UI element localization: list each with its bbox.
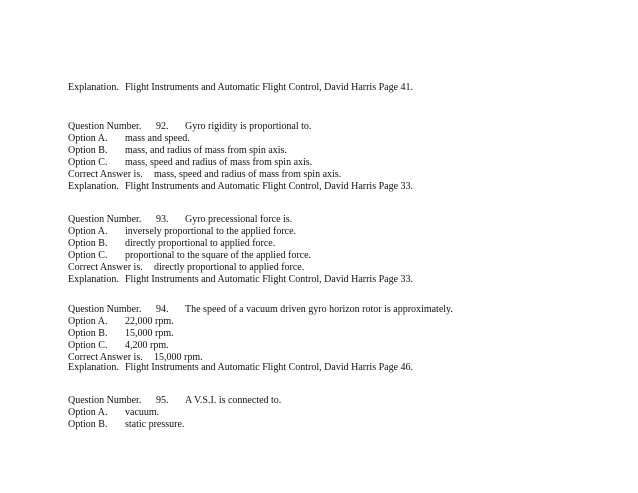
option-c-label: Option C.: [68, 250, 108, 261]
option-a-line: [58, 395, 160, 418]
question-number: 95.: [156, 395, 169, 406]
question-label: Question Number.: [68, 395, 142, 406]
option-a-label: Option A.: [68, 133, 108, 144]
correct-answer-text: mass, speed and radius of mass from spin axis.: [154, 169, 342, 180]
correct-answer-text: directly proportional to applied force.: [154, 262, 305, 273]
option-b-text: directly proportional to applied force.: [125, 238, 276, 249]
correct-answer-text: 15,000 rpm.: [154, 352, 203, 363]
option-b-label: Option B.: [68, 328, 108, 339]
top-explanation-line: [58, 70, 414, 93]
option-a-text: inversely proportional to the applied force.: [125, 226, 297, 237]
correct-answer-line: [58, 250, 305, 273]
option-c-text: 4,200 rpm.: [125, 340, 169, 351]
option-c-label: Option C.: [68, 340, 108, 351]
explanation-label: Explanation.: [68, 181, 119, 192]
question-line: [58, 202, 293, 225]
question-number: 93.: [156, 214, 169, 225]
question-line: [58, 109, 312, 132]
option-b-label: Option B.: [68, 238, 108, 249]
option-a-label: Option A.: [68, 407, 108, 418]
explanation-text: Flight Instruments and Automatic Flight Control, David Harris Page 41.: [125, 82, 414, 93]
question-number: 94.: [156, 304, 169, 315]
option-b-label: Option B.: [68, 419, 108, 430]
correct-answer-line: [58, 157, 342, 180]
option-b-line: [58, 133, 287, 156]
option-a-text: mass and speed.: [125, 133, 190, 144]
option-b-text: mass, and radius of mass from spin axis.: [125, 145, 287, 156]
question-line: [58, 383, 282, 406]
option-c-line: [58, 145, 313, 168]
option-b-line: [58, 226, 276, 249]
option-a-text: vacuum.: [125, 407, 160, 418]
explanation-label: Explanation.: [68, 362, 119, 373]
question-line: [58, 292, 453, 315]
option-a-label: Option A.: [68, 316, 108, 327]
question-label: Question Number.: [68, 304, 142, 315]
question-label: Question Number.: [68, 121, 142, 132]
option-a-line: [58, 214, 297, 237]
question-text: Gyro rigidity is proportional to.: [185, 121, 312, 132]
option-b-text: 15,000 rpm.: [125, 328, 174, 339]
option-c-line: [58, 328, 169, 351]
option-b-text: static pressure.: [125, 419, 185, 430]
question-text: A V.S.I. is connected to.: [185, 395, 282, 406]
option-a-label: Option A.: [68, 226, 108, 237]
question-text: Gyro precessional force is.: [185, 214, 293, 225]
question-text: The speed of a vacuum driven gyro horizon rotor is approximately.: [185, 304, 453, 315]
correct-answer-label: Correct Answer is.: [68, 169, 143, 180]
question-number: 92.: [156, 121, 169, 132]
option-a-line: [58, 121, 190, 144]
option-a-line: [58, 304, 174, 327]
explanation-label: Explanation.: [68, 82, 119, 93]
explanation-line: [58, 262, 414, 285]
explanation-text: Flight Instruments and Automatic Flight Control, David Harris Page 33.: [125, 274, 414, 285]
correct-answer-label: Correct Answer is.: [68, 352, 143, 363]
correct-answer-label: Correct Answer is.: [68, 262, 143, 273]
explanation-label: Explanation.: [68, 274, 119, 285]
option-c-label: Option C.: [68, 157, 108, 168]
option-c-text: mass, speed and radius of mass from spin axis.: [125, 157, 313, 168]
option-c-text: proportional to the square of the applied force.: [125, 250, 312, 261]
option-b-label: Option B.: [68, 145, 108, 156]
explanation-line: [58, 350, 414, 373]
option-b-line: [58, 316, 174, 339]
explanation-line: [58, 169, 414, 192]
explanation-text: Flight Instruments and Automatic Flight Control, David Harris Page 46.: [125, 362, 414, 373]
option-b-line: [58, 407, 185, 430]
option-c-line: [58, 238, 312, 261]
explanation-text: Flight Instruments and Automatic Flight Control, David Harris Page 33.: [125, 181, 414, 192]
question-label: Question Number.: [68, 214, 142, 225]
option-a-text: 22,000 rpm.: [125, 316, 174, 327]
